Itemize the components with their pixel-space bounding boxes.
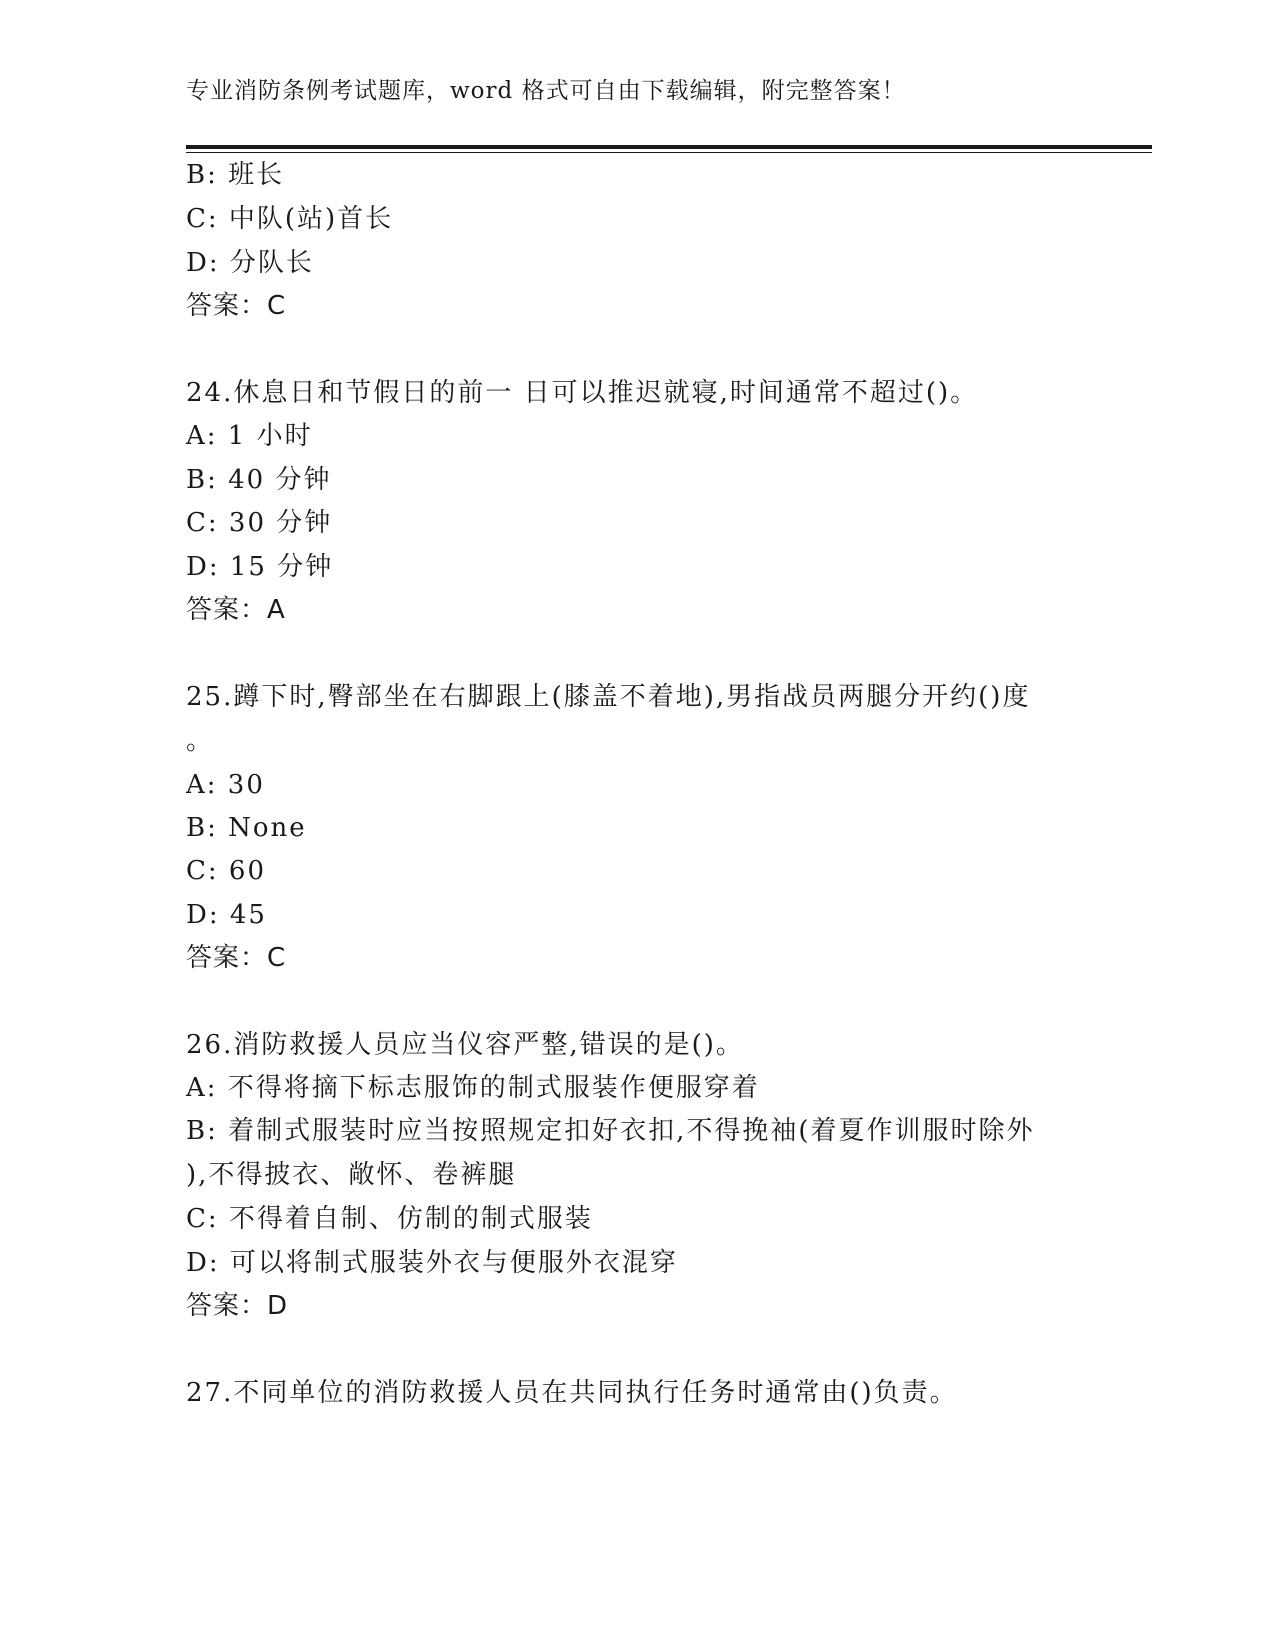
- q24-option-a: A: 1 小时: [186, 421, 313, 451]
- q25-option-d: D: 45: [186, 900, 267, 930]
- q23-option-b: B: 班长: [186, 160, 285, 190]
- q26-option-b-cont: ),不得披衣、敞怀、卷裤腿: [186, 1160, 517, 1190]
- q25-option-b: B: None: [186, 813, 307, 843]
- page-header: 专业消防条例考试题库，word 格式可自由下载编辑，附完整答案！: [186, 78, 906, 104]
- q26-question: 26.消防救援人员应当仪容严整,错误的是()。: [186, 1030, 744, 1060]
- q23-option-c: C: 中队(站)首长: [186, 204, 394, 234]
- header-rule-thick: [186, 145, 1152, 149]
- q26-option-b: B: 着制式服装时应当按照规定扣好衣扣,不得挽袖(着夏作训服时除外: [186, 1116, 1035, 1146]
- q25-answer: 答案：C: [186, 943, 287, 973]
- q26-answer: 答案：D: [186, 1291, 289, 1321]
- header-rule-thin: [186, 152, 1152, 153]
- q25-question-cont: 。: [186, 726, 215, 756]
- q25-option-c: C: 60: [186, 856, 267, 886]
- q24-option-b: B: 40 分钟: [186, 465, 332, 495]
- q27-question: 27.不同单位的消防救援人员在共同执行任务时通常由()负责。: [186, 1378, 958, 1408]
- q24-answer: 答案：A: [186, 595, 286, 625]
- q26-option-c: C: 不得着自制、仿制的制式服装: [186, 1204, 593, 1234]
- q24-option-d: D: 15 分钟: [186, 552, 334, 582]
- q23-answer: 答案：C: [186, 291, 287, 321]
- q24-question: 24.休息日和节假日的前一 日可以推迟就寝,时间通常不超过()。: [186, 378, 979, 408]
- q26-option-a: A: 不得将摘下标志服饰的制式服装作便服穿着: [186, 1073, 760, 1103]
- q25-question: 25.蹲下时,臀部坐在右脚跟上(膝盖不着地),男指战员两腿分开约()度: [186, 682, 1031, 712]
- q25-option-a: A: 30: [186, 770, 265, 800]
- q23-option-d: D: 分队长: [186, 248, 314, 278]
- q26-option-d: D: 可以将制式服装外衣与便服外衣混穿: [186, 1248, 678, 1278]
- q24-option-c: C: 30 分钟: [186, 508, 333, 538]
